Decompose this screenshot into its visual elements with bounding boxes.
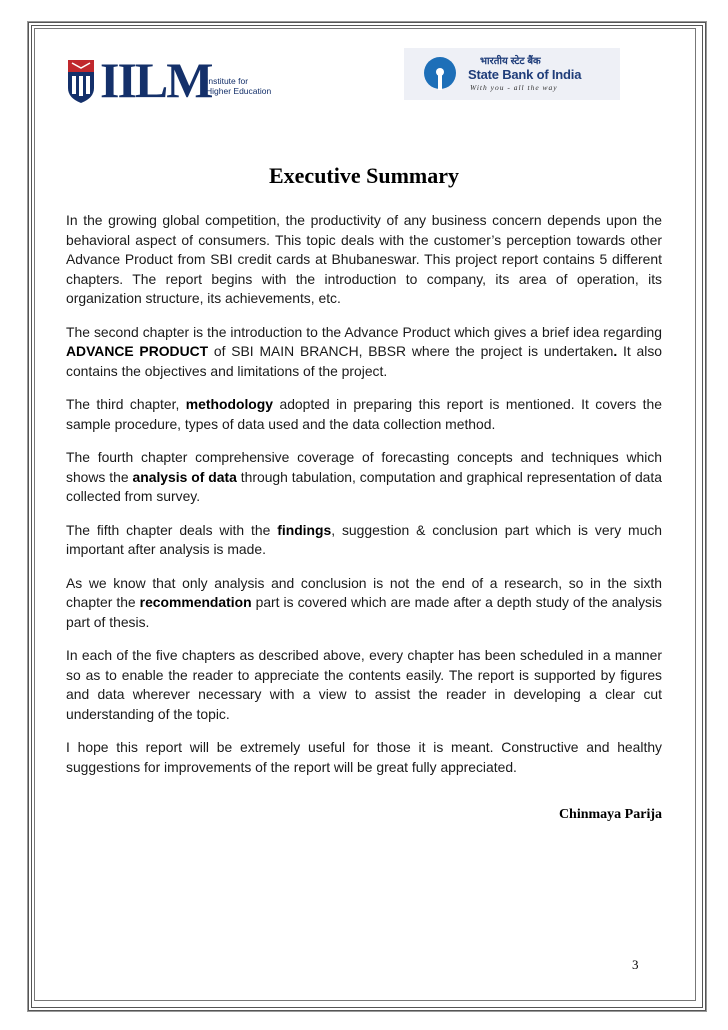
iilm-subtitle	[206, 76, 276, 96]
paragraph-3: The third chapter, methodology adopted in preparing this report is mentioned. It covers the sample procedure, types of data used and the data collection method.	[66, 396, 662, 432]
bold-advance-product: ADVANCE PRODUCT	[66, 343, 209, 359]
author-signature: Chinmaya Parija	[558, 807, 662, 822]
page-title: Executive Summary	[268, 163, 460, 188]
bold-analysis-of-data: analysis of data	[132, 468, 237, 485]
sbi-tagline: With you - all the way	[470, 83, 558, 92]
iilm-subtitle-line2: Higher Education	[206, 86, 272, 96]
paragraph-7: In each of the five chapters as described above, every chapter has been scheduled in a manner so as to enable the reader to appreciate the contents easily. The report is supported by figures and data wherever necessary with a view to assist the reader in developing a clear cut understanding of the topic.	[66, 647, 662, 722]
iilm-logo	[66, 52, 272, 108]
sbi-logo	[404, 48, 620, 100]
sbi-hindi-name: भारतीय स्टेट बैंक	[480, 56, 541, 67]
paragraph-4: The fourth chapter comprehensive coverage of forecasting concepts and techniques which shows the analysis of data through tabulation, computation and graphical representation of data collected from survey.	[66, 449, 662, 504]
page-number: 3	[632, 957, 639, 972]
document-body	[66, 211, 662, 791]
sbi-keyhole-icon	[424, 57, 456, 89]
paragraph-5: The fifth chapter deals with the findings, suggestion & conclusion part which is very much important after analysis is made.	[66, 521, 662, 557]
paragraph-6: As we know that only analysis and conclusion is not the end of a research, so in the sixth chapter the recommendation part is covered which are made after a depth study of the analysis part of thesis.	[66, 574, 662, 630]
iilm-subtitle-line1: Institute for	[206, 76, 249, 86]
paragraph-2: The second chapter is the introduction to the Advance Product which gives a brief idea regarding ADVANCE PRODUCT of SBI MAIN BRANCH, BBSR where the project is undertaken. It also contains the objectives and limitations of the project.	[66, 323, 662, 379]
iilm-wordmark: IILM	[100, 52, 212, 108]
bold-recommendation: recommendation	[139, 594, 252, 610]
bold-findings: findings	[277, 521, 332, 538]
iilm-shield-icon	[66, 58, 96, 104]
paragraph-8: I hope this report will be extremely useful for those it is meant. Constructive and healthy suggestions for improvements of the report will be great fully appreciated.	[66, 739, 662, 775]
sbi-name: State Bank of India	[468, 67, 582, 82]
bold-methodology: methodology	[185, 396, 273, 412]
paragraph-1: In the growing global competition, the productivity of any business concern depends upon the behavioral aspect of consumers. This topic deals with the customer’s perception towards other Advance Product from SBI credit cards at Bhubaneswar. This project report contains 5 different chapters. The report begins with the introduction to company, its area of operation, its organization structure, its achievements, etc.	[66, 212, 662, 306]
